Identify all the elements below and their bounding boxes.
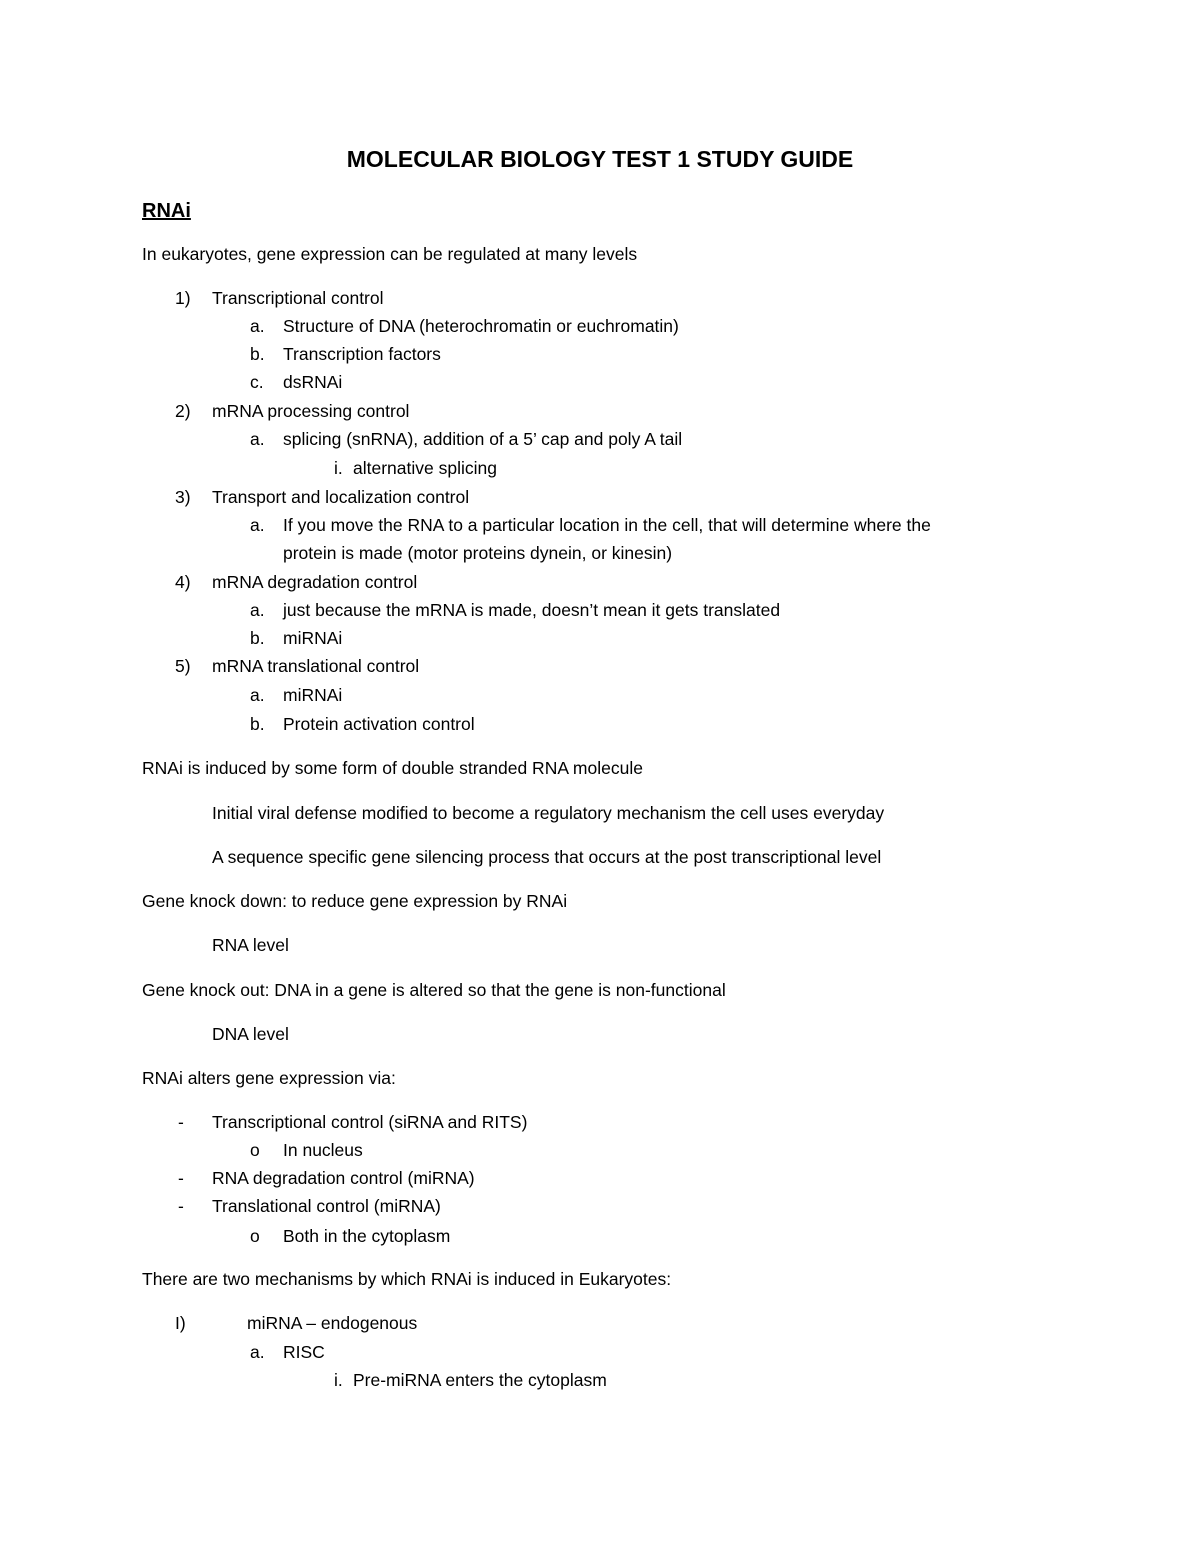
- list-marker: a.: [250, 685, 265, 705]
- list-marker: i.: [334, 458, 343, 478]
- list-item: Transcriptional control: [212, 288, 384, 308]
- list-item: Pre-miRNA enters the cytoplasm: [353, 1370, 607, 1390]
- list-marker: 1): [175, 288, 191, 308]
- list-item: mRNA translational control: [212, 656, 420, 676]
- list-item: miRNAi: [283, 685, 343, 705]
- list-item: mRNA degradation control: [212, 572, 418, 592]
- list-marker: 5): [175, 656, 191, 676]
- list-marker: i.: [334, 1370, 343, 1390]
- bullet-dash: -: [178, 1196, 184, 1216]
- list-marker: b.: [250, 344, 265, 364]
- paragraph-rnai-induced: RNAi is induced by some form of double stranded RNA molecule: [142, 758, 643, 778]
- paragraph-knockdown: Gene knock down: to reduce gene expression by RNAi: [142, 891, 568, 911]
- list-marker: a.: [250, 1342, 265, 1362]
- list-item: RISC: [283, 1342, 325, 1362]
- paragraph-viral-defense: Initial viral defense modified to become a regulatory mechanism the cell uses everyday: [212, 803, 885, 823]
- list-item: Both in the cytoplasm: [283, 1226, 451, 1246]
- list-marker: 4): [175, 572, 191, 592]
- list-item: Translational control (miRNA): [212, 1196, 441, 1216]
- list-item: mRNA processing control: [212, 401, 410, 421]
- list-item: Structure of DNA (heterochromatin or euchromatin): [283, 316, 679, 336]
- list-item: Transcription factors: [283, 344, 441, 364]
- list-item: splicing (snRNA), addition of a 5’ cap and poly A tail: [283, 429, 683, 449]
- list-marker: a.: [250, 515, 265, 535]
- list-item: In nucleus: [283, 1140, 363, 1160]
- list-marker: a.: [250, 316, 265, 336]
- list-marker: I): [175, 1313, 186, 1333]
- bullet-dash: -: [178, 1112, 184, 1132]
- list-marker: b.: [250, 714, 265, 734]
- list-marker: 3): [175, 487, 191, 507]
- list-item: Protein activation control: [283, 714, 475, 734]
- list-marker: c.: [250, 372, 264, 392]
- list-item: just because the mRNA is made, doesn’t mean it gets translated: [283, 600, 781, 620]
- list-marker: a.: [250, 429, 265, 449]
- list-marker: b.: [250, 628, 265, 648]
- intro-text: In eukaryotes, gene expression can be regulated at many levels: [142, 244, 638, 264]
- section-heading-rnai: RNAi: [142, 200, 191, 222]
- list-item: RNA degradation control (miRNA): [212, 1168, 475, 1188]
- bullet-circle: o: [250, 1226, 260, 1246]
- document-title: MOLECULAR BIOLOGY TEST 1 STUDY GUIDE: [346, 146, 854, 172]
- list-item: alternative splicing: [353, 458, 497, 478]
- paragraph-knockout-level: DNA level: [212, 1024, 289, 1044]
- bullet-circle: o: [250, 1140, 260, 1160]
- paragraph-knockdown-level: RNA level: [212, 935, 289, 955]
- list-item: Transcriptional control (siRNA and RITS): [212, 1112, 528, 1132]
- list-marker: 2): [175, 401, 191, 421]
- paragraph-two-mechanisms: There are two mechanisms by which RNAi is induced in Eukaryotes:: [142, 1269, 672, 1289]
- list-item: If you move the RNA to a particular location in the cell, that will determine where the: [283, 515, 931, 535]
- paragraph-knockout: Gene knock out: DNA in a gene is altered so that the gene is non-functional: [142, 980, 726, 1000]
- list-item: miRNAi: [283, 628, 343, 648]
- paragraph-alters-via: RNAi alters gene expression via:: [142, 1068, 396, 1088]
- bullet-dash: -: [178, 1168, 184, 1188]
- list-item: dsRNAi: [283, 372, 343, 392]
- list-item: Transport and localization control: [212, 487, 470, 507]
- list-marker: a.: [250, 600, 265, 620]
- paragraph-sequence-specific: A sequence specific gene silencing process that occurs at the post transcriptional level: [212, 847, 882, 867]
- list-item: miRNA – endogenous: [247, 1313, 418, 1333]
- list-item-continuation: protein is made (motor proteins dynein, or kinesin): [283, 543, 673, 563]
